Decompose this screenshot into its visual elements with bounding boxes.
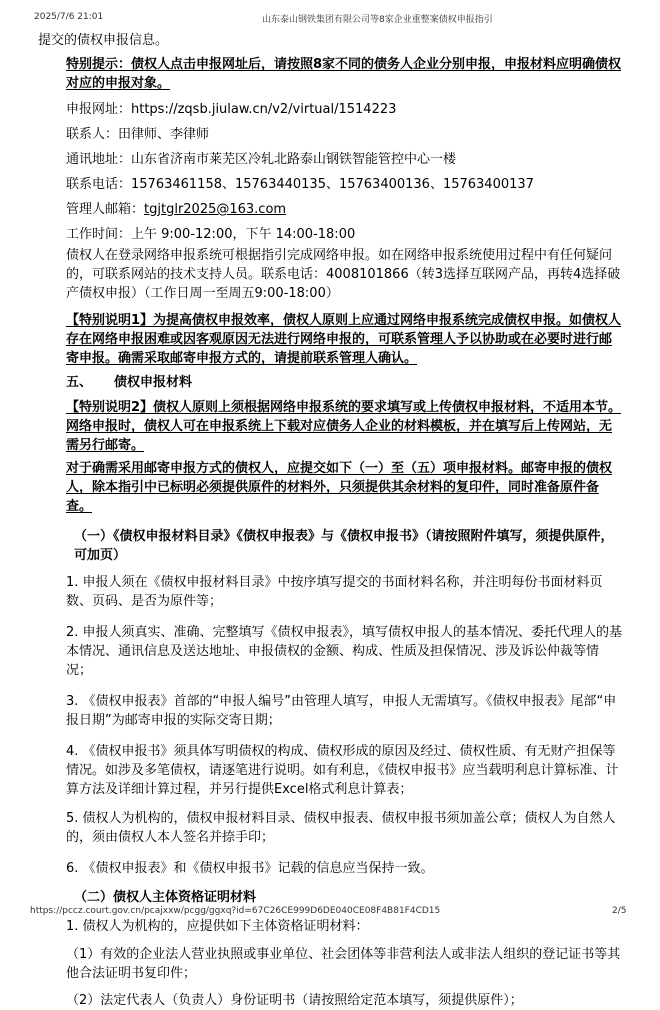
- declaration-url[interactable]: 申报网址：https://zqsb.jiulaw.cn/v2/virtual/1514223: [66, 102, 397, 117]
- special-note-2: 【特别说明2】债权人原则上须根据网络申报系统的要求填写或上传债权申报材料，不适用本节。网络申报时，债权人可在申报系统上下载对应债务人企业的材料模板，并在填写后上传网站，无需另行邮寄。: [66, 400, 622, 453]
- print-page-number: 2/5: [612, 906, 627, 916]
- subsection-1-heading: （一）《债权申报材料目录》《债权申报表》与《债权申报书》（请按照附件填写，须提供原件，可加页）: [74, 529, 614, 563]
- document-body: [38, 31, 627, 1010]
- online-support-paragraph: 债权人在登录网络申报系统可根据指引完成网络申报。如在网络申报系统使用过程中有任何疑问的，可联系网站的技术支持人员。联系电话：4008101866（转3选择互联网产品，再转4选择破产债权申报）（工作日周一至周五9:00-18:00）: [66, 248, 621, 301]
- mail-declaration-paragraph: 对于确需采用邮寄申报方式的债权人，应提交如下（一）至（五）项申报材料。邮寄申报的债权人，除本指引中已标明必须提供原件的材料外，只须提供其余材料的复印件，同时准备原件备查。: [66, 461, 613, 514]
- list-item-2-1-1: （1）有效的企业法人营业执照或事业单位、社会团体等非营利法人或非法人组织的登记证书等其他合法证明书复印件；: [66, 947, 621, 981]
- contact-phones: 联系电话：15763461158、15763440135、15763400136、15763400137: [66, 177, 534, 192]
- special-note-1: 【特别说明1】为提高债权申报效率，债权人原则上应通过网络申报系统完成债权申报。如债权人存在网络申报困难或因客观原因无法进行网络申报的，可联系管理人予以协助或在必要时进行邮寄申报。确需采取邮寄申报方式的，请提前联系管理人确认。: [66, 313, 622, 366]
- subsection-2-heading: （二）债权人主体资格证明材料: [74, 890, 257, 905]
- list-item-2: 2. 申报人须真实、准确、完整填写《债权申报表》，填写债权申报人的基本情况、委托代理人的基本情况、通讯信息及送达地址、申报债权的金额、构成、性质及担保情况、涉及诉讼仲裁等情况；: [66, 625, 623, 678]
- list-item-6: 6. 《债权申报表》和《债权申报书》记载的信息应当保持一致。: [66, 861, 434, 876]
- list-item-2-1-2: （2）法定代表人（负责人）身份证明书（请按照给定范本填写，须提供原件）；: [66, 993, 523, 1008]
- working-hours: 工作时间：上午 9:00-12:00，下午 14:00-18:00: [66, 227, 356, 242]
- list-item-2-1: 1. 债权人为机构的，应提供如下主体资格证明材料：: [66, 919, 369, 934]
- list-item-3: 3. 《债权申报表》首部的“申报人编号”由管理人填写，申报人无需填写。《债权申报表》尾部“申报日期”为邮寄申报的实际交寄日期；: [66, 694, 617, 728]
- special-tip: 特别提示：债权人点击申报网址后，请按照8家不同的债务人企业分别申报，申报材料应明确债权对应的申报对象。: [66, 57, 622, 91]
- list-item-1: 1. 申报人须在《债权申报材料目录》中按序填写提交的书面材料名称，并注明每份书面材料页数、页码、是否为原件等；: [66, 575, 603, 609]
- print-source-url: https://pccz.court.gov.cn/pcajxxw/pcgg/ggxq?id=67C26CE999D6DE040CE08F4B81F4CD15: [30, 906, 441, 916]
- contact-persons: 联系人：田律师、李律师: [66, 127, 210, 142]
- list-item-5: 5. 债权人为机构的，债权申报材料目录、债权申报表、债权申报书须加盖公章；债权人为自然人的，须由债权人本人签名并捺手印；: [66, 811, 616, 845]
- administrator-email-link[interactable]: tgjtglr2025@163.com: [144, 202, 287, 217]
- continued-paragraph: 提交的债权申报信息。: [38, 33, 169, 48]
- print-datetime: 2025/7/6 21:01: [34, 12, 104, 22]
- section-number: 五、: [66, 375, 93, 390]
- mailing-address: 通讯地址：山东省济南市莱芜区冷轧北路泰山钢铁智能管控中心一楼: [66, 152, 457, 167]
- print-page-title: 山东泰山钢铁集团有限公司等8家企业重整案债权申报指引: [262, 15, 493, 25]
- section-title: 债权申报材料: [114, 375, 193, 390]
- administrator-email-line: [38, 200, 624, 219]
- section-heading-5: [38, 373, 624, 392]
- list-item-4: 4. 《债权申报书》须具体写明债权的构成、债权形成的原因及经过、债权性质、有无财产担保等情况。如涉及多笔债权，请逐笔进行说明。如有利息，《债权申报书》应当载明利息计算标准、计算方法及详细计算过程，并另行提供Excel格式利息计算表；: [66, 744, 619, 797]
- email-label: 管理人邮箱：: [66, 202, 145, 217]
